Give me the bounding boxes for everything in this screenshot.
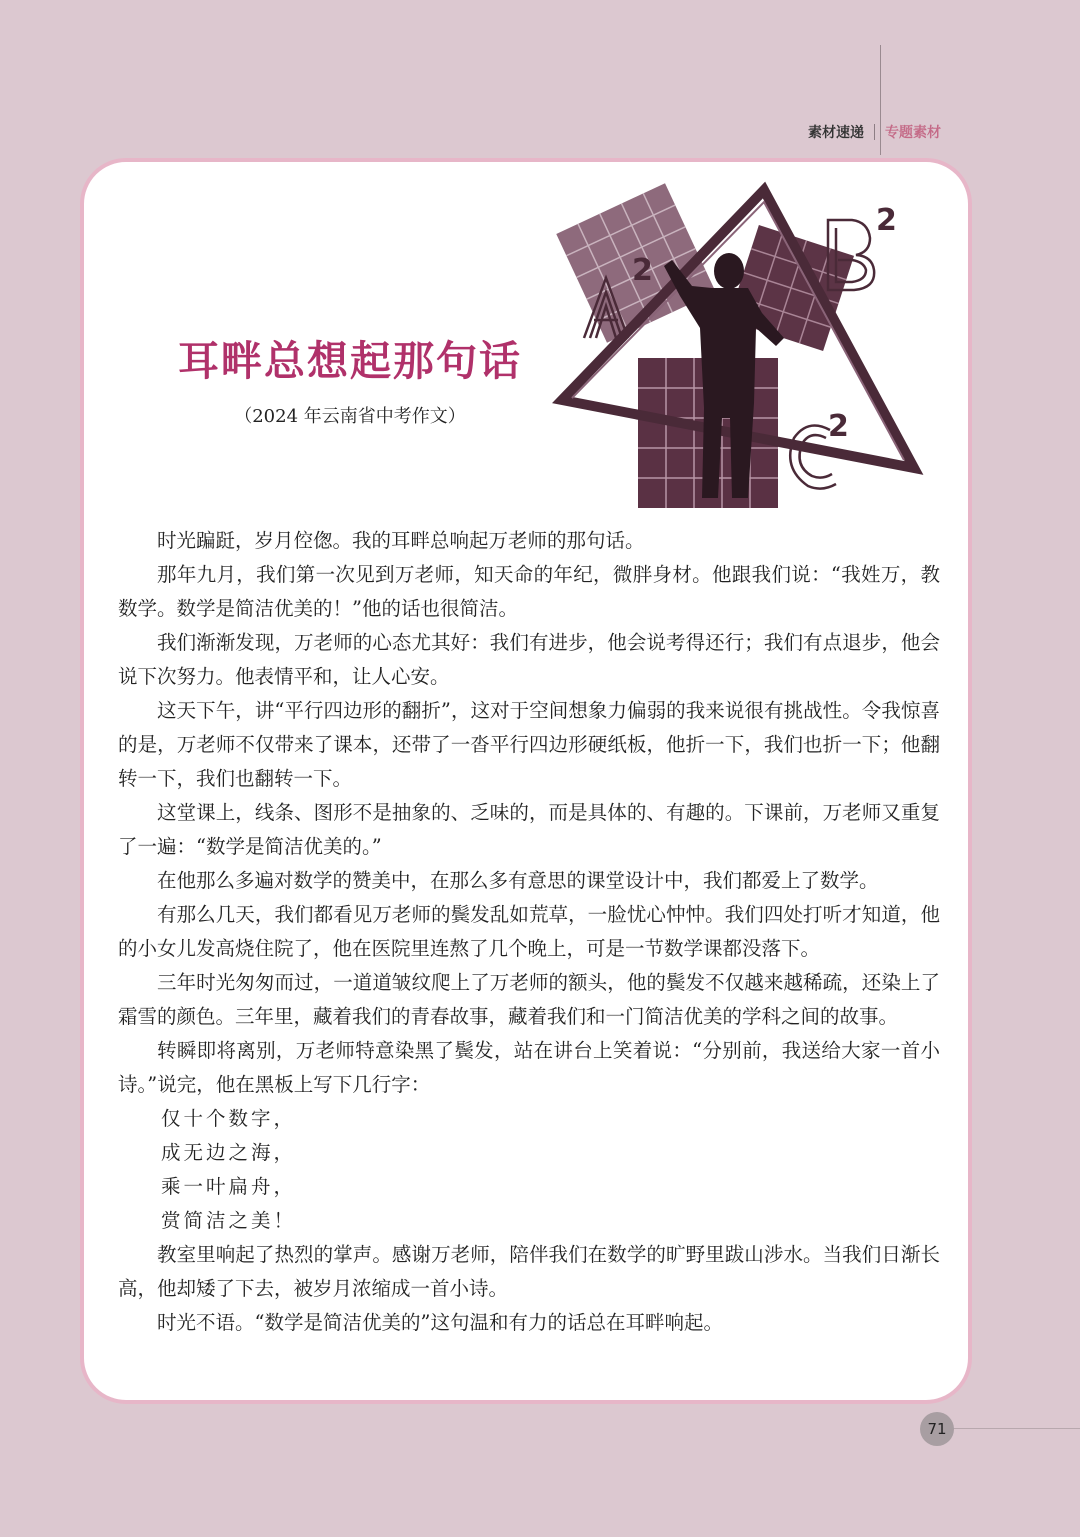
header-category: 素材速递 [808, 125, 864, 141]
article-subtitle: （2024 年云南省中考作文） [234, 406, 466, 427]
page-number: 71 [920, 1412, 954, 1446]
paragraph: 在他那么多遍对数学的赞美中，在那么多有意思的课堂设计中，我们都爱上了数学。 [157, 869, 879, 892]
header-separator [874, 124, 875, 140]
label-a: A [596, 338, 597, 339]
paragraph: 转瞬即将离别，万老师特意染黑了鬓发，站在讲台上笑着说：“分别前，我送给大家一首小诗。”说完，他在黑板上写下几行字： [118, 1039, 940, 1096]
poem-line: 乘一叶扁舟， [161, 1175, 297, 1198]
poem-line: 仅十个数字， [161, 1107, 297, 1130]
paragraph: 有那么几天，我们都看见万老师的鬓发乱如荒草，一脸忧心忡忡。我们四处打听才知道，他的小女儿发高烧住院了，他在医院里连熬了几个晚上，可是一节数学课都没落下。 [118, 903, 940, 960]
paragraph: 三年时光匆匆而过，一道道皱纹爬上了万老师的额头，他的鬓发不仅越来越稀疏，还染上了霜雪的颜色。三年里，藏着我们的青春故事，藏着我们和一门简洁优美的学科之间的故事。 [118, 971, 940, 1028]
article-body [118, 524, 940, 1340]
exponent-c: 2 [828, 409, 849, 444]
paragraph: 我们渐渐发现，万老师的心态尤其好：我们有进步，他会说考得还行；我们有点退步，他会说下次努力。他表情平和，让人心安。 [118, 631, 940, 688]
paragraph: 时光不语。“数学是简洁优美的”这句温和有力的话总在耳畔响起。 [157, 1311, 723, 1334]
page-number-line [950, 1428, 1080, 1429]
pythagorean-teacher-illustration [526, 168, 936, 518]
paragraph: 教室里响起了热烈的掌声。感谢万老师，陪伴我们在数学的旷野里跋山涉水。当我们日渐长高，他却矮了下去，被岁月浓缩成一首小诗。 [118, 1243, 940, 1300]
poem-line: 成无边之海， [161, 1141, 297, 1164]
exponent-b: 2 [876, 203, 897, 238]
paragraph: 时光蹁跹，岁月倥偬。我的耳畔总响起万老师的那句话。 [157, 529, 645, 552]
header-subcategory: 专题素材 [885, 125, 941, 141]
paragraph: 这堂课上，线条、图形不是抽象的、乏味的，而是具体的、有趣的。下课前，万老师又重复了一遍：“数学是简洁优美的。” [118, 801, 940, 858]
poem-line: 赏简洁之美！ [161, 1209, 297, 1232]
exponent-a: 2 [632, 253, 653, 288]
paragraph: 那年九月，我们第一次见到万老师，知天命的年纪，微胖身材。他跟我们说：“我姓万，教数学。数学是简洁优美的！”他的话也很简洁。 [118, 563, 940, 620]
section-header [808, 121, 941, 143]
paragraph: 这天下午，讲“平行四边形的翻折”，这对于空间想象力偏弱的我来说很有挑战性。令我惊喜的是，万老师不仅带来了课本，还带了一沓平行四边形硬纸板，他折一下，我们也折一下；他翻转一下，我们也翻转一下。 [118, 699, 940, 790]
article-title: 耳畔总想起那句话 [178, 337, 522, 385]
